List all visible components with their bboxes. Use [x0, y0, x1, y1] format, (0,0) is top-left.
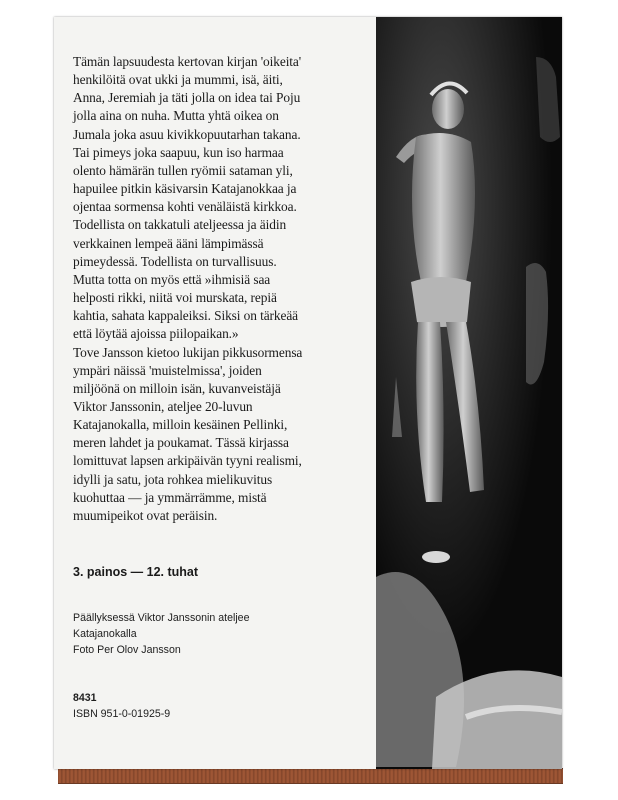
blurb-line: kahtia, sahata kappaleiksi. Siksi on tärkeää	[73, 308, 299, 324]
blurb-line: miljöönä on milloin isän, kuvanveistäjä	[73, 380, 281, 396]
sculpture-photo-image	[376, 17, 562, 769]
blurb-line: ympäri näissä 'muistelmissa', joiden	[73, 362, 262, 378]
cover-credits	[73, 610, 249, 658]
blurb-line: henkilöitä ovat ukki ja mummi, isä, äiti,	[73, 72, 283, 88]
blurb-line: Tove Jansson kietoo lukijan pikkusormensa	[73, 344, 303, 360]
book-spine-edge	[58, 768, 563, 783]
blurb-line: lomittuvat lapsen arkipäivän tyyni realismi,	[73, 453, 302, 469]
blurb-line: Anna, Jeremiah ja täti jolla on idea tai Poju	[73, 90, 301, 106]
blurb-line: Todellista on takkatuli ateljeessa ja äidin	[73, 217, 287, 233]
blurb-line: hapuilee pitkin käsivarsin Katajanokkaa ja	[73, 181, 297, 197]
isbn: ISBN 951-0-01925-9	[73, 708, 171, 720]
blurb-line: pimeydessä. Todellista on turvallisuus.	[73, 253, 277, 269]
blurb-line: muumipeikot ovat peräisin.	[73, 507, 218, 523]
catalog-number: 8431	[73, 692, 97, 704]
blurb-line: Mutta totta on myös että »ihmisiä saa	[73, 271, 271, 287]
credits-line: Foto Per Olov Jansson	[73, 644, 181, 656]
catalog-info	[73, 690, 170, 722]
blurb-line: kuohuttaa — ja ymmärrämme, mistä	[73, 489, 267, 505]
blurb-line: verkkainen lempeä ääni lämpimässä	[73, 235, 264, 251]
blurb-line: helposti rikki, niitä voi murskata, repiä	[73, 290, 277, 306]
blurb-line: Tai pimeys joka saapuu, kun iso harmaa	[73, 144, 284, 160]
blurb-line: meren lahdet ja poukamat. Tässä kirjassa	[73, 435, 289, 451]
blurb-line: idylli ja satu, jota rohkea mielikuvitus	[73, 471, 273, 487]
blurb-line: ojentaa sormensa kohti venäläistä kirkkoa.	[73, 199, 297, 215]
credits-line: Katajanokalla	[73, 628, 137, 640]
blurb-line: Viktor Janssonin, ateljee 20-luvun	[73, 398, 253, 414]
credits-line: Päällyksessä Viktor Janssonin ateljee	[73, 612, 250, 624]
blurb-line: Katajanokalla, milloin kesäinen Pellinki,	[73, 417, 288, 433]
blurb-line: jolla aina on nuha. Mutta yhtä oikea on	[73, 108, 279, 124]
blurb-line: olento hämärän tullen ryömii sataman yli,	[73, 162, 293, 178]
cover-photo	[376, 17, 562, 769]
blurb-line: Tämän lapsuudesta kertovan kirjan 'oikeita'	[73, 54, 302, 69]
blurb-line: että löytää ajoissa piilopaikan.»	[73, 326, 239, 342]
edition-info: 3. painos — 12. tuhat	[73, 565, 199, 579]
blurb-text	[73, 53, 373, 525]
blurb-line: Jumala joka asuu kivikkopuutarhan takana.	[73, 126, 301, 142]
